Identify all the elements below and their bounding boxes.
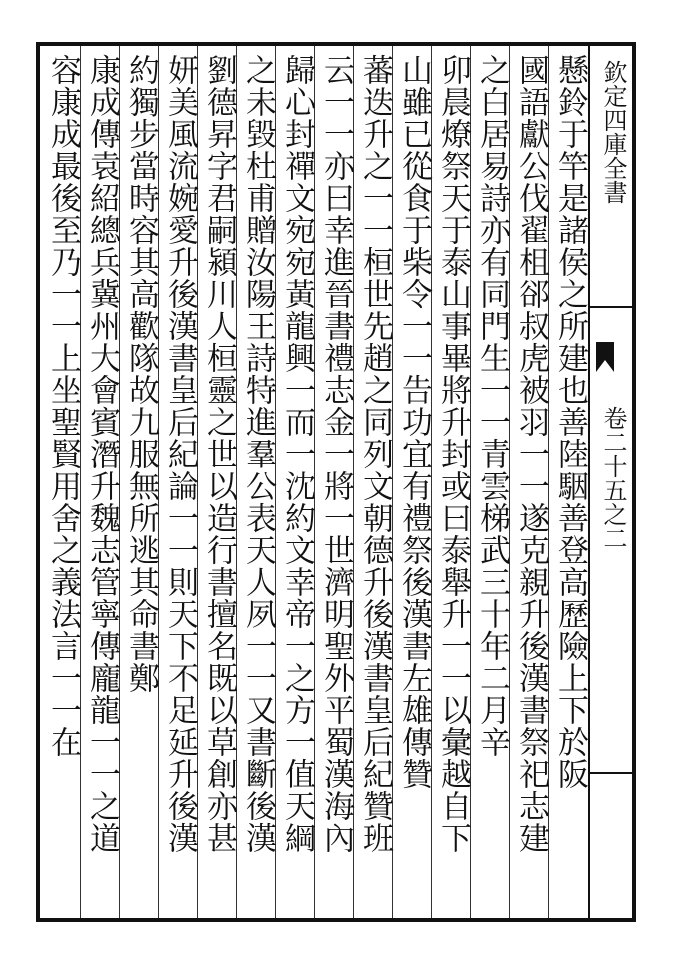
margin-divider-bottom (588, 772, 632, 774)
text-column-2: 國語獻公伐翟柤郤叔虎被羽一一遂克親升後漢書祭祀志建 (513, 54, 549, 854)
text-column-3: 之白居易詩亦有同門生一一青雲梯武三十年二月辛 (474, 54, 510, 758)
text-column-13: 康成傳袁紹總兵冀州大會賓潛升魏志管寧傳龐龍一一之道 (84, 54, 120, 854)
text-column-6: 蕃迭升之一一桓世先趙之同列文朝德升後漢書皇后紀贊班 (357, 54, 393, 854)
text-column-4: 卯晨燎祭天于泰山事畢將升封或曰泰舉升一一以彙越自下 (435, 54, 471, 854)
margin-volume-label: 卷二十五之二 (599, 406, 627, 550)
fish-tail-mark (596, 342, 614, 372)
text-column-10: 劉德昇字君嗣潁川人桓靈之世以造行書擅名既以草創亦甚 (201, 54, 237, 854)
margin-divider-top (588, 306, 632, 308)
text-column-8: 歸心封禪文宛宛黃龍興一而一沈約文幸帝一之方一值天綱 (279, 54, 315, 854)
text-column-14: 容康成最後至乃一一上坐聖賢用舍之義法言一一在 (45, 54, 81, 758)
page-frame (36, 42, 636, 922)
margin-book-title: 欽定四庫全書 (599, 60, 627, 204)
text-column-7: 云一一亦曰幸進晉書禮志金一將一世濟明聖外平蜀漢海內 (318, 54, 354, 854)
text-column-1: 懸鈴于竿是諸侯之所建也善陸駰善登高歷險上下於阪 (552, 54, 588, 790)
text-column-5: 山雖已從食于柴令一一告功宜有禮祭後漢書左雄傳贊 (396, 54, 432, 790)
text-column-12: 約獨步當時容其高歡隊故九服無所逃其命書鄭 (123, 54, 159, 694)
text-column-9: 之未毀杜甫贈汝陽王詩特進羣公表天人夙一一又書斷後漢 (240, 54, 276, 854)
text-column-11: 妍美風流婉愛升後漢書皇后紀論一一則天下不足延升後漢 (162, 54, 198, 854)
